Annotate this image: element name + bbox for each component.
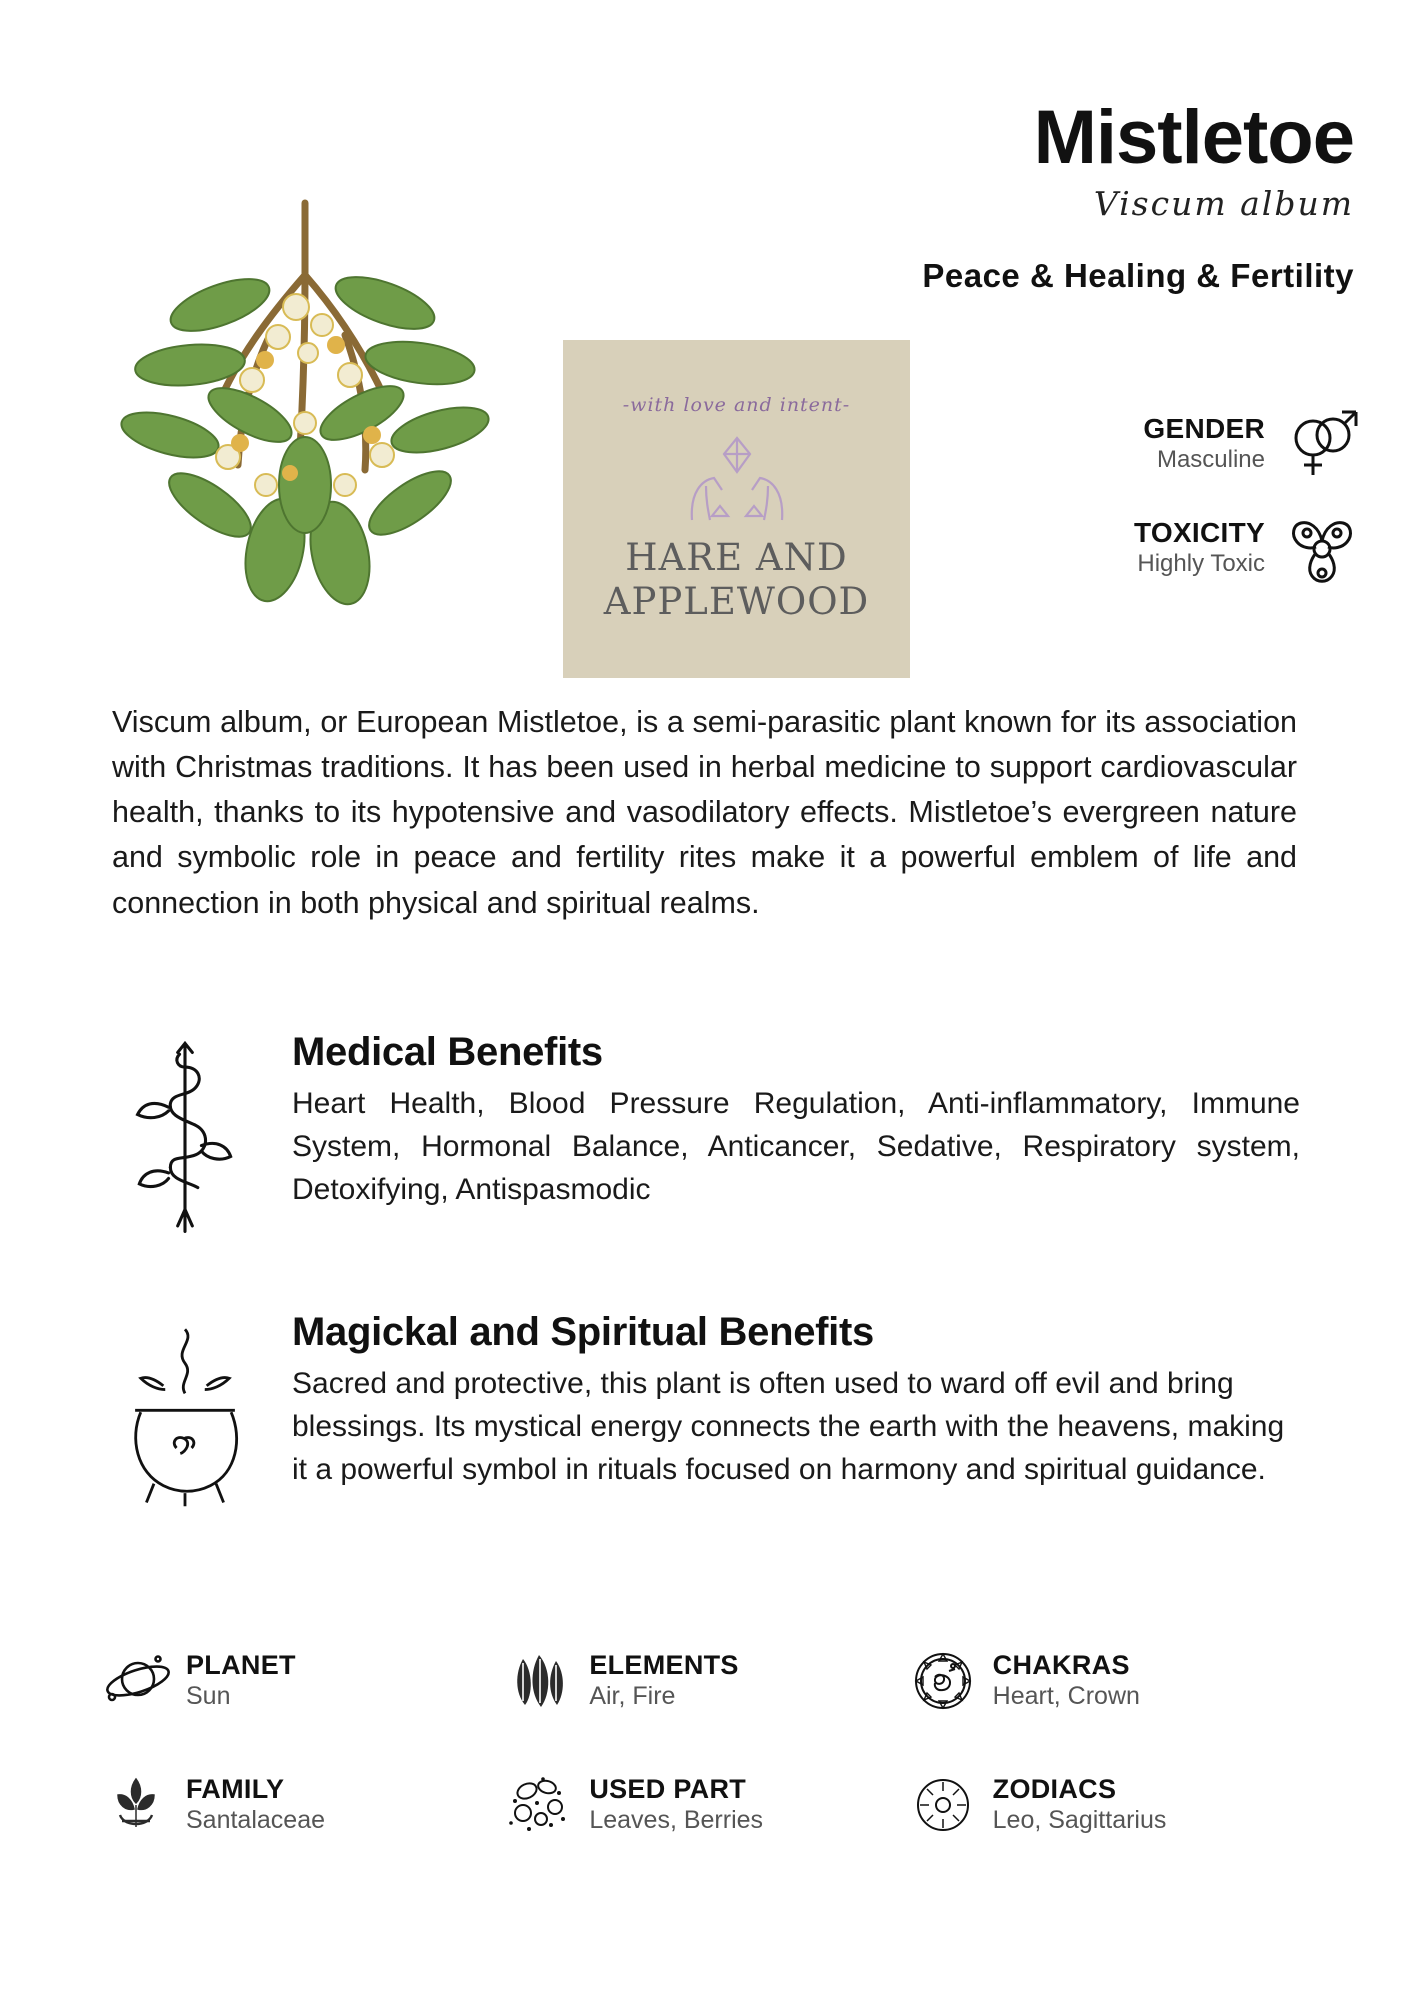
fact-zodiacs <box>907 1769 1310 1841</box>
rod-of-asclepius-icon <box>100 1030 270 1246</box>
fact-used-part-label: USED PART <box>589 1774 747 1805</box>
om-mandala-icon <box>907 1645 979 1717</box>
fact-used-part-value: Leaves, Berries <box>589 1805 764 1834</box>
hands-crystal-icon <box>662 420 812 530</box>
attribute-toxicity <box>1031 509 1361 587</box>
keyword-line: Peace & Healing & Fertility <box>922 257 1354 294</box>
fact-zodiacs-label: ZODIACS <box>992 1774 1117 1805</box>
title-block <box>534 95 1354 295</box>
attribute-stack <box>1031 405 1361 613</box>
fact-planet-label: PLANET <box>186 1650 296 1681</box>
correspondence-grid <box>100 1645 1310 1841</box>
fact-family-label: FAMILY <box>186 1774 285 1805</box>
attribute-toxicity-value: Highly Toxic <box>1137 550 1265 578</box>
brand-name <box>604 536 869 623</box>
plant-description: Viscum album, or European Mistletoe, is a semi-parasitic plant known for its association with Christmas traditions. It has been used in herbal medicine to support cardiovascular health, thanks to its hypotensive and vasodilatory effects. Mistletoe’s evergreen nature and symbolic role in peace and fertility rites make it a powerful emblem of life and connection in both physical and spiritual realms. <box>112 705 1297 920</box>
brand-name-line2: APPLEWOOD <box>603 580 870 623</box>
attribute-gender-label: GENDER <box>1143 412 1265 444</box>
fact-elements <box>503 1645 906 1717</box>
brand-logo <box>563 340 910 678</box>
page-header <box>0 0 1409 700</box>
brand-name-line1: HARE AND <box>625 536 848 580</box>
fact-family-value: Santalaceae <box>186 1805 326 1834</box>
seeds-berries-icon <box>503 1769 575 1841</box>
section-magickal-benefits <box>100 1310 1300 1514</box>
attribute-gender-value: Masculine <box>1156 446 1265 474</box>
attribute-toxicity-label: TOXICITY <box>1133 516 1265 548</box>
section-magickal-title: Magickal and Spiritual Benefits <box>292 1310 874 1354</box>
fact-zodiacs-value: Leo, Sagittarius <box>992 1805 1167 1834</box>
fact-planet-value: Sun <box>186 1681 231 1710</box>
fact-used-part <box>503 1769 906 1841</box>
sun-zodiac-icon <box>907 1769 979 1841</box>
fact-planet <box>100 1645 503 1717</box>
gender-symbol-icon <box>1283 405 1361 483</box>
elements-leaf-icon <box>503 1645 575 1717</box>
fact-elements-value: Air, Fire <box>589 1681 676 1710</box>
planet-saturn-icon <box>100 1645 172 1717</box>
fact-chakras-value: Heart, Crown <box>992 1681 1140 1710</box>
cauldron-icon <box>100 1310 270 1514</box>
attribute-gender <box>1031 405 1361 483</box>
mistletoe-illustration <box>100 185 520 615</box>
brand-tagline: -with love and intent- <box>622 394 851 417</box>
page-title: Mistletoe <box>1033 95 1354 180</box>
fact-elements-label: ELEMENTS <box>589 1650 739 1681</box>
family-plant-icon <box>100 1769 172 1841</box>
section-medical-benefits <box>100 1030 1300 1246</box>
fact-chakras <box>907 1645 1310 1717</box>
fact-family <box>100 1769 503 1841</box>
section-medical-text: Heart Health, Blood Pressure Regulation, Anti-inflammatory, Immune System, Hormonal Balance, Anticancer, Sedative, Respiratory system, Detoxifying, Antispasmodic <box>292 1087 1300 1206</box>
biohazard-icon <box>1283 509 1361 587</box>
latin-name: Viscum album <box>1093 184 1354 223</box>
section-medical-title: Medical Benefits <box>292 1030 603 1074</box>
fact-chakras-label: CHAKRAS <box>992 1650 1130 1681</box>
section-magickal-text: Sacred and protective, this plant is often used to ward off evil and bring blessings. Its mystical energy connects the earth with the heavens, making it a powerful symbol in rituals focused on harmony and spiritual guidance. <box>292 1367 1285 1486</box>
